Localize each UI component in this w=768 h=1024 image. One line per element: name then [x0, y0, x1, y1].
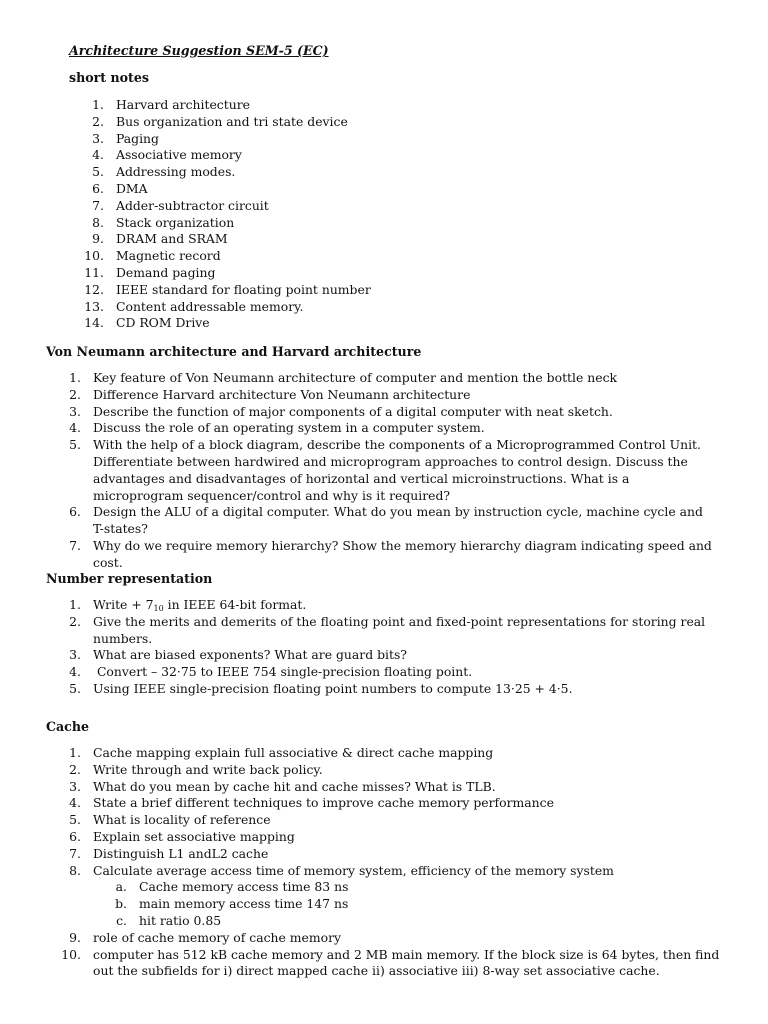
- list-item: 9. DRAM and SRAM: [92, 231, 228, 247]
- list-item: 4. Convert – 32·75 to IEEE 754 single-precision floating point.: [69, 664, 473, 680]
- number-representation-heading: Number representation: [46, 571, 213, 586]
- list-item: 4. State a brief different techniques to improve cache memory performance: [69, 795, 554, 811]
- list-item: 7. Why do we require memory hierarchy? Show the memory hierarchy diagram indicating speed and cost.: [69, 537, 712, 570]
- list-item: 10. computer has 512 kB cache memory and 2 MB main memory. If the block size is 64 bytes, then find out the subfields for i) direct mapped cache ii) associative iii) 8-way set associative cache.: [61, 946, 720, 979]
- list-item: 1. Cache mapping explain full associative & direct cache mapping: [69, 745, 494, 760]
- list-item: 1. Key feature of Von Neumann architecture of computer and mention the bottle neck: [69, 370, 618, 385]
- list-item: 7. Distinguish L1 andL2 cache: [69, 845, 269, 861]
- cache-heading: Cache: [46, 719, 90, 734]
- cache-sub-list: [93, 879, 721, 929]
- list-item: 6. DMA: [92, 180, 148, 196]
- list-item: 1. Write + $7_{10}$ in IEEE 64-bit format.: [69, 597, 307, 613]
- von-neumann-list: [46, 370, 716, 572]
- list-item: 2. Difference Harvard architecture Von Neumann architecture: [69, 386, 471, 402]
- list-item: 5. With the help of a block diagram, describe the components of a Microprogrammed Control Unit. Differentiate between hardwired and microprogram approaches to control design. Discuss the advantages and disadvantages of horizontal and vertical microinstructions. What is a microprogram sequencer/control and why is it required?: [69, 437, 701, 503]
- list-item: 8. Stack organization: [92, 214, 235, 230]
- von-neumann-heading: Von Neumann architecture and Harvard architecture: [46, 344, 422, 359]
- list-item: 3. Describe the function of major components of a digital computer with neat sketch.: [69, 403, 613, 419]
- cache-list: [46, 745, 721, 980]
- list-item: 6. Explain set associative mapping: [69, 828, 295, 844]
- short-notes-heading: short notes: [69, 70, 149, 85]
- sub-list-item: b. main memory access time 147 ns: [115, 896, 349, 912]
- list-item: 2. Give the merits and demerits of the floating point and fixed-point representations for storing real numbers.: [69, 613, 706, 646]
- list-item: 4. Discuss the role of an operating system in a computer system.: [69, 420, 485, 436]
- list-item: 2. Bus organization and tri state device: [92, 113, 348, 129]
- list-item: 11. Demand paging: [84, 264, 216, 280]
- subscript-base: 10: [153, 604, 164, 613]
- sub-list-item: a. Cache memory access time 83 ns: [115, 879, 349, 895]
- list-item: 10. Magnetic record: [84, 248, 221, 264]
- list-item: 1. Harvard architecture: [92, 97, 250, 112]
- list-item: 5. Using IEEE single-precision floating point numbers to compute 13·25 + 4·5.: [69, 680, 573, 696]
- list-item: 3. What are biased exponents? What are guard bits?: [69, 647, 407, 663]
- list-item: 9. role of cache memory of cache memory: [69, 929, 341, 945]
- list-item: 4. Associative memory: [92, 147, 242, 163]
- number-representation-list: [46, 597, 716, 698]
- list-item: 6. Design the ALU of a digital computer. What do you mean by instruction cycle, machine cycle and T-states?: [69, 504, 703, 537]
- list-item: 5. What is locality of reference: [69, 812, 271, 828]
- list-item: 14. CD ROM Drive: [84, 315, 210, 331]
- short-notes-list: [69, 97, 729, 332]
- list-item: 5. Addressing modes.: [92, 164, 236, 180]
- list-item: 8. Calculate average access time of memory system, efficiency of the memory system a. Cache memory access time 83 ns b. main memory access time 147 ns c. hit ratio 0.85: [46, 863, 721, 930]
- list-item: 2. Write through and write back policy.: [69, 761, 323, 777]
- list-item: 7. Adder-subtractor circuit: [92, 197, 269, 213]
- list-item: 12. IEEE standard for floating point number: [84, 281, 371, 297]
- document-title: Architecture Suggestion SEM-5 (EC): [69, 43, 329, 58]
- list-item: 13. Content addressable memory.: [84, 298, 304, 314]
- sub-list-item: c. hit ratio 0.85: [116, 912, 222, 928]
- list-item: 3. Paging: [92, 130, 159, 146]
- list-item: 3. What do you mean by cache hit and cache misses? What is TLB.: [69, 778, 496, 794]
